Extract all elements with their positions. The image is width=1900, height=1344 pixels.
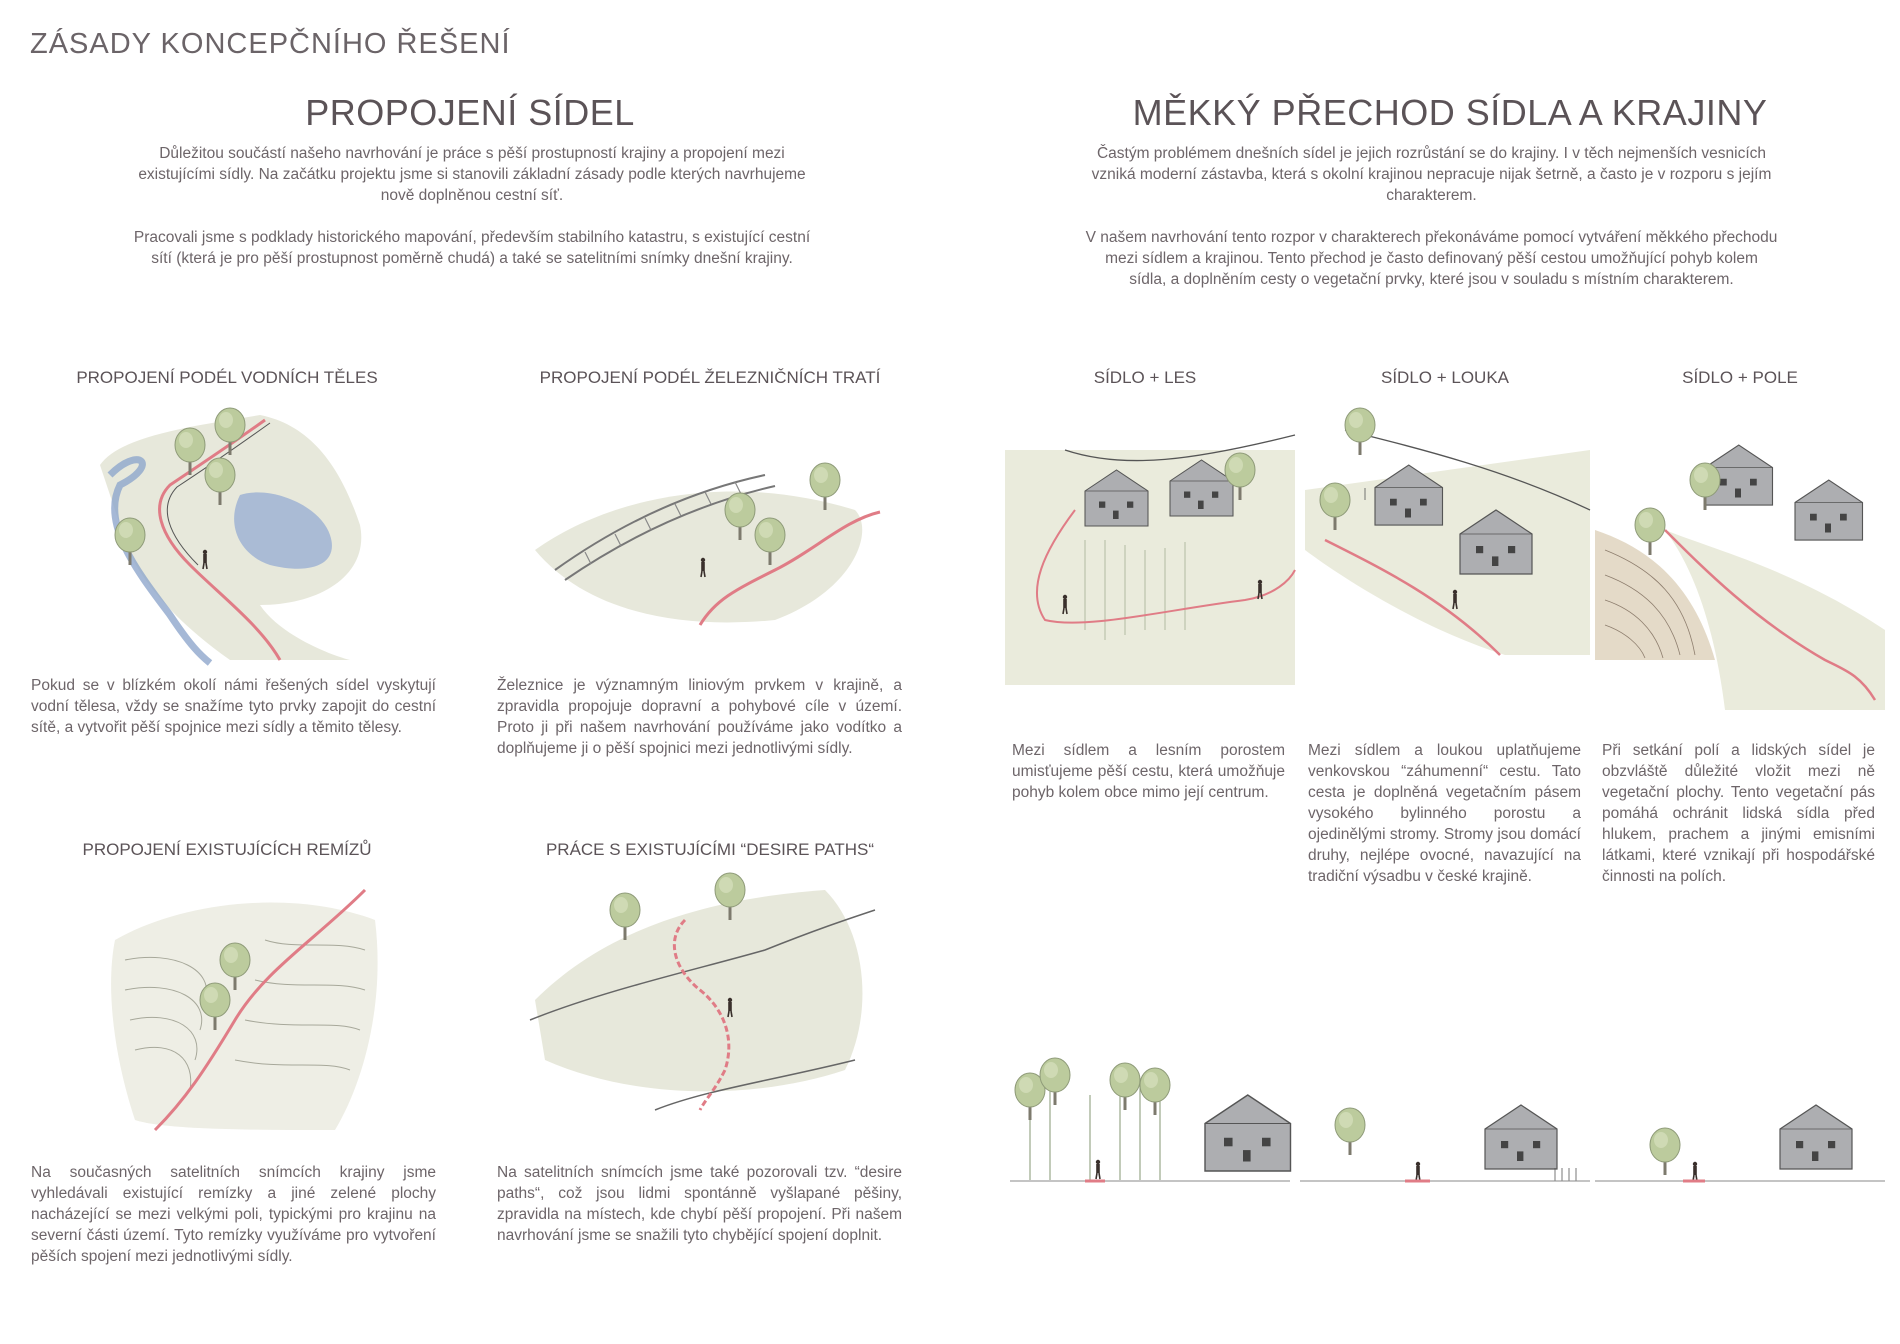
right-intro-paragraph-1: Častým problémem dnešních sídel je jejich rozrůstání se do krajiny. I v těch nejmenších vesnicích vzniká moderní zástavba, která s okolní krajinou nepracuje nijak šetrně, a často je v rozporu s jejím charakterem. bbox=[1091, 145, 1772, 204]
left-intro-paragraph-1: Důležitou součástí našeho navrhování je práce s pěší prostupností krajiny a propojení mezi existujícími sídly. Na začátku projektu jsme si stanovili základní zásady podle kterých navrhujeme nově doplněnou cestní síť. bbox=[138, 145, 806, 204]
left-title: PROPOJENÍ SÍDEL bbox=[305, 92, 635, 133]
field-section-icon bbox=[1595, 1050, 1885, 1185]
panel-railway-text: Železnice je významným liniovým prvkem v krajině, a zpravidla propojuje dopravní a pohybové cíle v území. Proto ji při našem navrhování používáme jako vodítko a doplňujeme ji o pěší spojnici mezi jednotlivými sídly. bbox=[497, 677, 902, 757]
left-intro bbox=[128, 143, 816, 290]
panel-hedgerow-title: PROPOJENÍ EXISTUJÍCÍCH REMÍZŮ bbox=[82, 840, 372, 859]
panel-desire-text: Na satelitních snímcích jsme také pozorovali tzv. “desire paths“, což jsou lidmi spontánně vyšlapané pěšiny, zpravidla na místech, kde chybí pěší propojení. Při našem navrhování jsme se snažili tyto chybějící spojení doplnit. bbox=[497, 1164, 902, 1244]
right-title: MĚKKÝ PŘECHOD SÍDLA A KRAJINY bbox=[1132, 92, 1768, 133]
panel-desire-title: PRÁCE S EXISTUJÍCÍMI “DESIRE PATHS“ bbox=[545, 840, 875, 859]
panel-water-title: PROPOJENÍ PODÉL VODNÍCH TĚLES bbox=[76, 368, 378, 387]
water-path-illustration bbox=[80, 405, 380, 665]
panel-hedgerow-text: Na současných satelitních snímcích krajiny jsme vyhledávali existující remízky a jiné zelené plochy nacházející se mezi velkými poli, typickými pro krajinu na severní části území. Tyto remízky využíváme pro vytvoření pěších spojení mezi jednotlivými sídly. bbox=[31, 1164, 436, 1265]
column-forest-title: SÍDLO + LES bbox=[1093, 368, 1197, 387]
page-heading: ZÁSADY KONCEPČNÍHO ŘEŠENÍ bbox=[30, 28, 511, 60]
right-intro bbox=[1085, 143, 1778, 311]
village-field-illustration bbox=[1595, 430, 1885, 710]
column-field-title: SÍDLO + POLE bbox=[1682, 368, 1798, 387]
meadow-section-icon bbox=[1300, 1050, 1590, 1185]
panel-water-text: Pokud se v blízkém okolí námi řešených sídel vyskytují vodní tělesa, vždy se snažíme tyto prvky zapojit do cestní sítě, a vytvořit pěší spojnice mezi sídly a těmito tělesy. bbox=[31, 677, 436, 736]
column-meadow-title: SÍDLO + LOUKA bbox=[1380, 368, 1510, 387]
left-intro-paragraph-2: Pracovali jsme s podklady historického mapování, především stabilního katastru, s existující cestní sítí (která je pro pěší prostupnost poměrně chudá) a také se satelitními snímky dnešní krajiny. bbox=[133, 229, 811, 267]
column-field-text: Při setkání polí a lidských sídel je obzvláště důležité vložit mezi ně vegetační plochy. Tento vegetační pás pomáhá ochránit lidská sídla před hlukem, prachem a jinými emisními látkami, které vznikají při hospodářské činnosti na polích. bbox=[1602, 742, 1875, 885]
column-forest-text: Mezi sídlem a lesním porostem umisťujeme pěší cestu, která umožňuje pohyb kolem obce mimo její centrum. bbox=[1012, 742, 1285, 801]
village-forest-illustration bbox=[1005, 430, 1295, 685]
railway-path-illustration bbox=[525, 440, 895, 630]
right-intro-paragraph-2: V našem navrhování tento rozpor v charakterech překonáváme pomocí vytváření měkkého přechodu mezi sídlem a krajinou. Tento přechod je často definovaný pěší cestou umožňující pohyb kolem sídla, a doplněním cesty o vegetační prvky, které jsou v souladu s místním charakterem. bbox=[1085, 229, 1778, 288]
hedgerow-path-illustration bbox=[95, 880, 395, 1140]
forest-section-icon bbox=[1010, 1050, 1290, 1185]
village-meadow-illustration bbox=[1305, 410, 1590, 655]
column-meadow-text: Mezi sídlem a loukou uplatňujeme venkovskou “záhumenní“ cestu. Tato cesta je doplněná vegetačním pásem vysokého bylinného porostu a ojedinělými stromy. Stromy jsou domácí druhy, nejlépe ovocné, navazující na tradiční výsadbu v české krajině. bbox=[1308, 742, 1581, 885]
panel-railway-title: PROPOJENÍ PODÉL ŽELEZNIČNÍCH TRATÍ bbox=[539, 368, 881, 387]
desire-path-illustration bbox=[525, 860, 895, 1110]
